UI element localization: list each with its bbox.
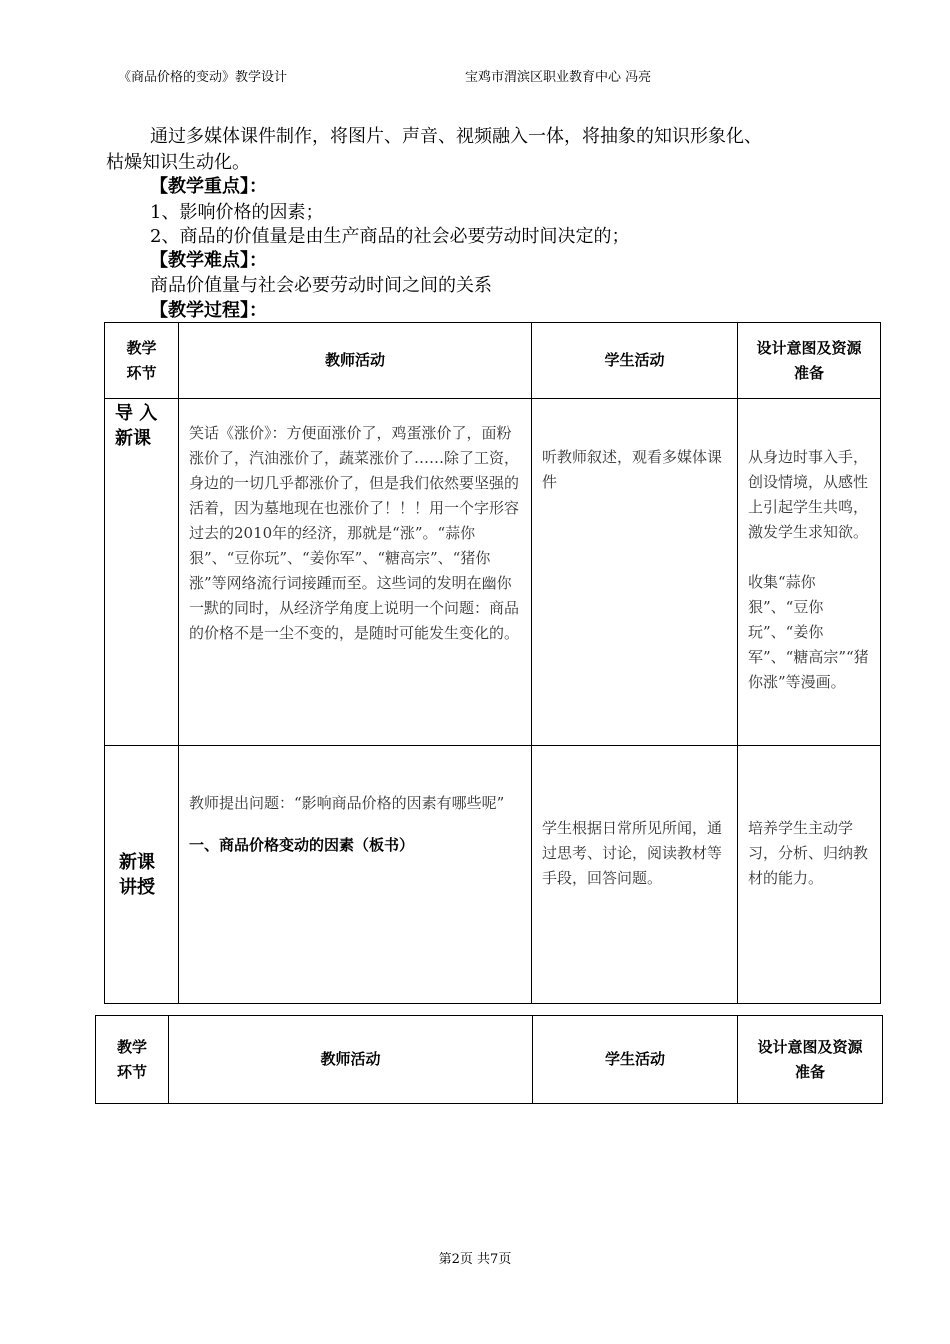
header-design-intent: 设计意图及资源准备 xyxy=(738,1016,883,1104)
design-resource-text: 收集“蒜你狠”、“豆你玩”、“姜你军”、“糖高宗”“猪你涨”等漫画。 xyxy=(748,573,869,691)
design-intent-cell xyxy=(738,399,881,746)
design-intent-text: 培养学生主动学习，分析、归纳教材的能力。 xyxy=(748,819,869,887)
header-stage: 教学环节 xyxy=(105,323,179,399)
difficult-points-heading: 【教学难点】： xyxy=(150,250,267,271)
header-teacher-activity: 教师活动 xyxy=(179,323,532,399)
table-row xyxy=(105,746,881,1004)
key-point-1: 1、影响价格的因素； xyxy=(150,202,324,223)
student-activity-cell xyxy=(532,746,738,1004)
intro-line-2: 枯燥知识生动化。 xyxy=(106,152,250,173)
header-design-intent: 设计意图及资源准备 xyxy=(738,323,881,399)
teacher-activity-cell xyxy=(179,746,532,1004)
header-stage: 教学环节 xyxy=(96,1016,169,1104)
header-teacher-activity: 教师活动 xyxy=(169,1016,533,1104)
header-student-activity: 学生活动 xyxy=(532,323,738,399)
table-header-row xyxy=(96,1016,883,1104)
lesson-table xyxy=(104,322,881,1004)
stage-label: 导 入新课 xyxy=(115,403,158,449)
intro-line-1: 通过多媒体课件制作，将图片、声音、视频融入一体，将抽象的知识形象化、 xyxy=(150,126,762,147)
stage-label: 新课讲授 xyxy=(119,851,155,898)
table-row xyxy=(105,399,881,746)
header-student-activity: 学生活动 xyxy=(533,1016,738,1104)
teacher-activity-blackboard: 一、商品价格变动的因素（板书） xyxy=(189,836,415,854)
design-intent-cell xyxy=(738,746,881,1004)
lesson-table-continued xyxy=(95,1015,883,1104)
student-activity-text: 听教师叙述，观看多媒体课件 xyxy=(542,448,723,491)
student-activity-cell xyxy=(532,399,738,746)
teacher-activity-cell xyxy=(179,399,532,746)
header-document-title: 《商品价格的变动》教学设计 xyxy=(118,70,288,85)
process-heading: 【教学过程】： xyxy=(150,300,267,321)
key-point-2: 2、商品的价值量是由生产商品的社会必要劳动时间决定的； xyxy=(150,226,630,247)
student-activity-text: 学生根据日常所见所闻，通过思考、讨论，阅读教材等手段，回答问题。 xyxy=(542,819,723,887)
teacher-activity-text: 笑话《涨价》：方便面涨价了，鸡蛋涨价了，面粉涨价了，汽油涨价了，蔬菜涨价了……除了工资，身边的一切几乎都涨价了，但是我们依然要坚强的活着，因为墓地现在也涨价了！！！用一个字形容过去的2010年的经济，那就是“涨”。“蒜你狠”、“豆你玩”、“姜你军”、“糖高宗”、“猪你涨”等网络流行词接踵而至。这些词的发明在幽你一默的同时，从经济学角度上说明一个问题：商品的价格不是一尘不变的，是随时可能发生变化的。 xyxy=(189,424,520,642)
difficult-point: 商品价值量与社会必要劳动时间之间的关系 xyxy=(150,275,492,296)
page-footer: 第2页 共7页 xyxy=(438,1252,512,1267)
design-intent-text: 从身边时事入手，创设情境，从感性上引起学生共鸣，激发学生求知欲。 xyxy=(748,448,869,541)
teacher-activity-text: 教师提出问题：“影响商品价格的因素有哪些呢” xyxy=(189,794,505,812)
stage-cell xyxy=(105,399,179,746)
header-author: 宝鸡市渭滨区职业教育中心 冯亮 xyxy=(465,70,652,85)
stage-cell xyxy=(105,746,179,1004)
key-points-heading: 【教学重点】： xyxy=(150,176,267,197)
table-header-row xyxy=(105,323,881,399)
